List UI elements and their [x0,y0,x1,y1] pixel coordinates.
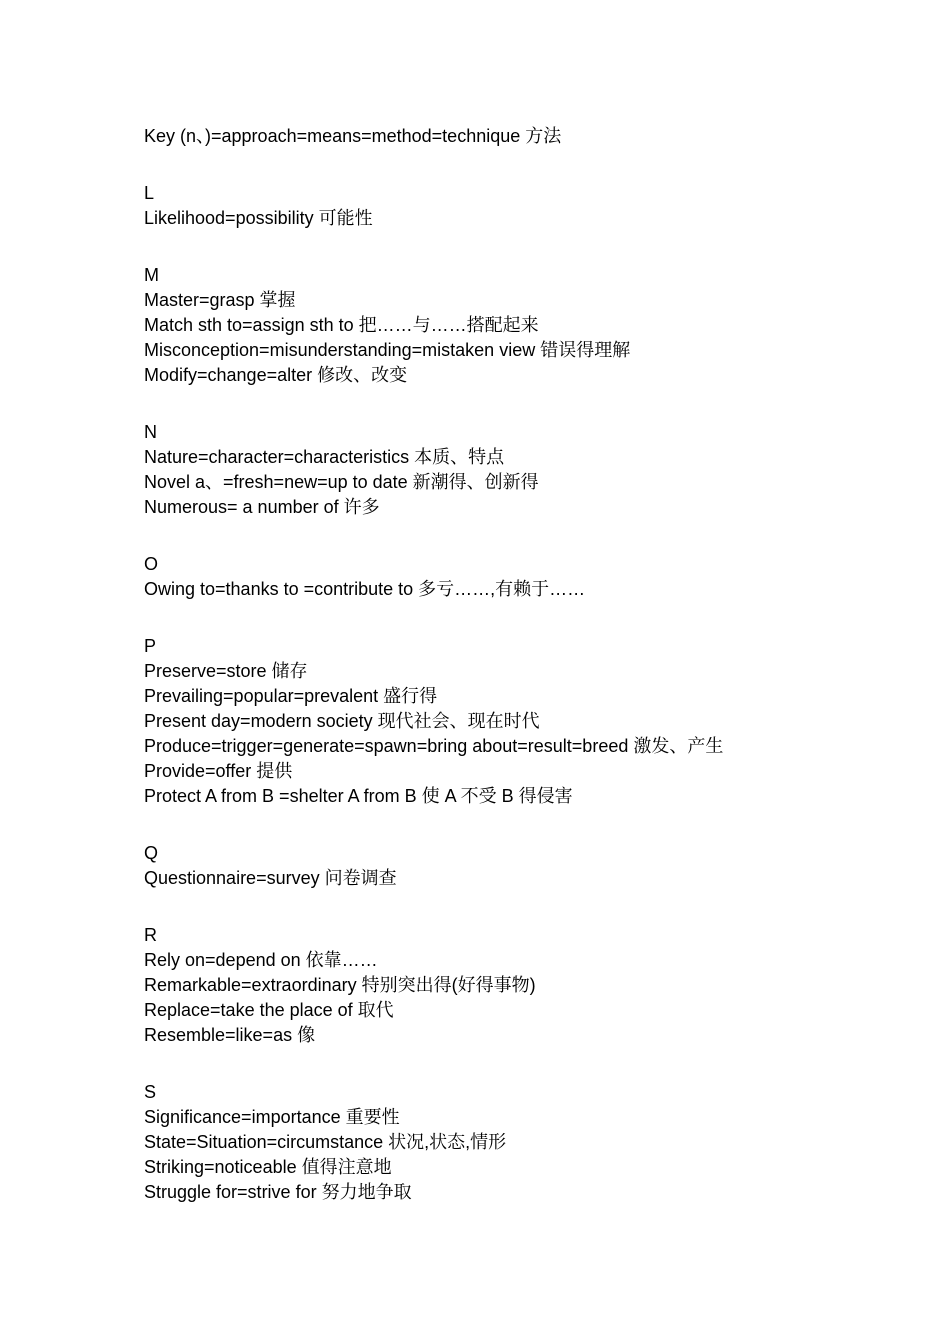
section-l [144,181,904,231]
section-letter: N [144,422,157,442]
section-r [144,923,904,1048]
vocab-entry: Likelihood=possibility 可能性 [144,208,373,228]
vocab-entry: Striking=noticeable 值得注意地 [144,1157,392,1177]
section-letter: S [144,1082,157,1102]
section-m [144,263,904,388]
vocab-entry: State=Situation=circumstance 状况,状态,情形 [144,1132,507,1152]
vocab-entry: Resemble=like=as 像 [144,1025,316,1045]
section-p [144,634,904,809]
section-o [144,552,904,602]
entry-key: Key (n、)=approach=means=method=technique 方法 [144,126,562,146]
section-s [144,1080,904,1205]
vocab-entry: Questionnaire=survey 问卷调查 [144,868,397,888]
vocabulary-list [144,124,904,1205]
vocab-entry: Novel a、=fresh=new=up to date 新潮得、创新得 [144,472,539,492]
vocab-entry: Misconception=misunderstanding=mistaken view 错误得理解 [144,340,631,360]
vocab-entry: Master=grasp 掌握 [144,290,296,310]
section-letter: Q [144,843,159,863]
vocab-entry: Owing to=thanks to =contribute to 多亏……,有赖于…… [144,579,586,599]
vocab-entry: Significance=importance 重要性 [144,1107,400,1127]
section-n [144,420,904,520]
vocab-entry: Remarkable=extraordinary 特别突出得(好得事物) [144,975,536,995]
vocab-entry: Modify=change=alter 修改、改变 [144,365,408,385]
vocab-entry: Preserve=store 储存 [144,661,308,681]
section-letter: P [144,636,157,656]
vocab-entry: Produce=trigger=generate=spawn=bring about=result=breed 激发、产生 [144,736,724,756]
vocab-entry: Provide=offer 提供 [144,761,293,781]
vocab-entry: Prevailing=popular=prevalent 盛行得 [144,686,438,706]
vocab-entry: Match sth to=assign sth to 把……与……搭配起来 [144,315,539,335]
section-letter: L [144,183,155,203]
section-q [144,841,904,891]
vocab-entry: Replace=take the place of 取代 [144,1000,394,1020]
vocab-entry: Protect A from B =shelter A from B 使 A 不受 B 得侵害 [144,786,573,806]
vocab-entry: Present day=modern society 现代社会、现在时代 [144,711,540,731]
section-letter: R [144,925,157,945]
vocab-entry: Nature=character=characteristics 本质、特点 [144,447,505,467]
vocab-entry: Rely on=depend on 依靠…… [144,950,378,970]
vocab-entry: Numerous= a number of 许多 [144,497,380,517]
section-letter: M [144,265,159,285]
section-letter: O [144,554,159,574]
vocab-entry: Struggle for=strive for 努力地争取 [144,1182,412,1202]
